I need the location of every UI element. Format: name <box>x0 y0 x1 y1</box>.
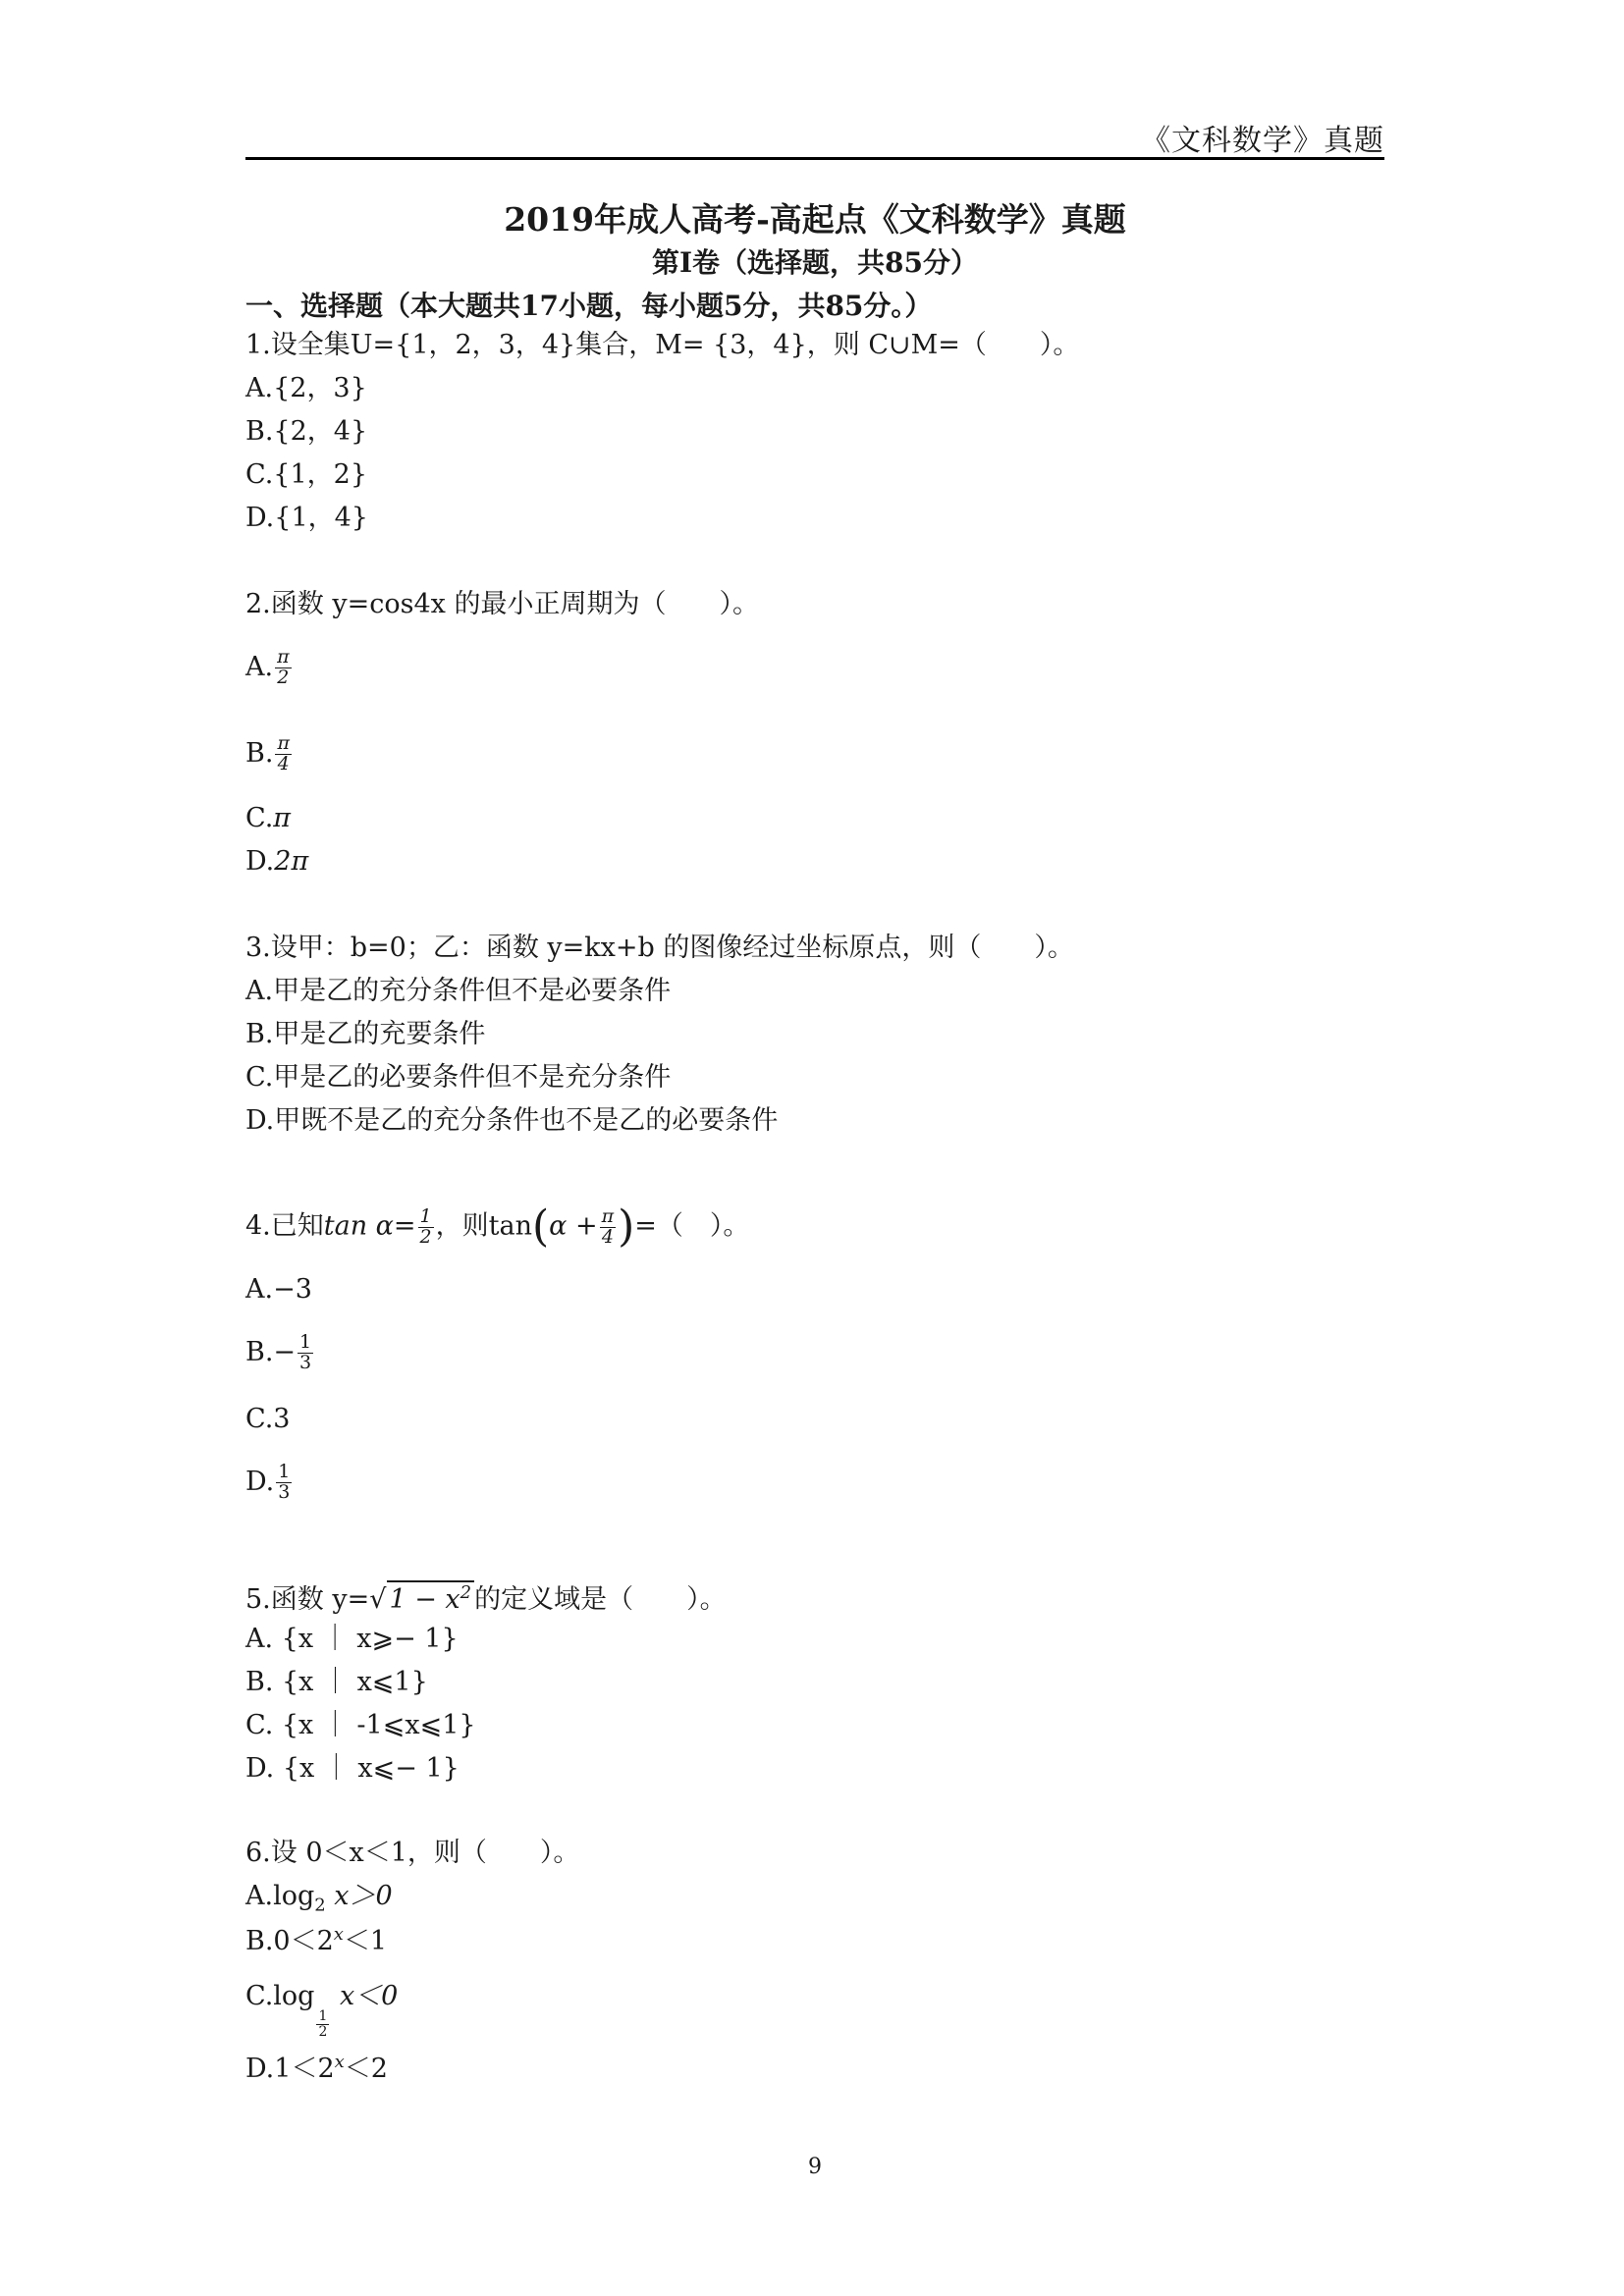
q6-option-d-exponent: x <box>334 2052 345 2072</box>
q4-option-d-fraction <box>276 1463 292 1503</box>
q5-stem <box>245 1580 727 1616</box>
q4-alpha-plus: α + <box>549 1210 598 1242</box>
q6-option-c-rest: x＜0 <box>331 1981 399 2011</box>
document-subtitle: 第Ⅰ卷（选择题，共85分） <box>651 246 979 279</box>
q6-stem: 6.设 0＜x＜1，则（ ）。 <box>245 1838 580 1868</box>
q2-option-c-label: C. <box>245 803 274 833</box>
q4-given-fraction <box>418 1204 434 1248</box>
q4-option-d-denominator: 3 <box>278 1480 291 1503</box>
q1-option-c: C.{1，2} <box>245 459 367 490</box>
q4-pi-over-4 <box>600 1204 617 1248</box>
q6-option-a <box>245 1881 393 1916</box>
q2-option-d <box>245 846 308 878</box>
q4-pi-numerator: π <box>601 1204 615 1227</box>
q4-option-d-label: D. <box>245 1466 275 1497</box>
q4-option-a: A.−3 <box>245 1274 312 1305</box>
q4-option-d <box>245 1463 294 1503</box>
document-page <box>245 0 1384 2296</box>
q3-option-c: C.甲是乙的必要条件但不是充分条件 <box>245 1062 672 1093</box>
q5-option-b: B. {x ｜ x⩽1} <box>245 1667 428 1697</box>
q1-stem: 1.设全集U={1，2，3，4}集合，M= {3，4}，则 C∪M=（ ）。 <box>245 330 1080 360</box>
q5-prefix: 5.函数 y= <box>245 1584 370 1615</box>
q2-option-b-label: B. <box>245 737 274 769</box>
q3-option-a: A.甲是乙的充分条件但不是必要条件 <box>245 976 672 1006</box>
q4-option-b-numerator: 1 <box>299 1331 312 1353</box>
q2-option-b-denominator: 4 <box>277 752 290 774</box>
page-header <box>245 108 1384 160</box>
q6-option-a-rest: x＞0 <box>325 1881 393 1911</box>
q4-tan: tan <box>488 1210 532 1242</box>
q4-option-b-label: B.− <box>245 1336 297 1367</box>
q6-option-c-prefix: C.log <box>245 1981 315 2011</box>
q2-option-a-denominator: 2 <box>277 666 290 688</box>
q2-option-c-value: π <box>273 803 292 833</box>
q6-option-d-prefix: D.1＜2 <box>245 2054 335 2084</box>
q2-option-b-numerator: π <box>277 732 290 754</box>
q5-radicand <box>387 1580 474 1616</box>
q4-right-paren: ) <box>618 1201 635 1252</box>
q5-radicand-text: 1 − x <box>389 1584 460 1615</box>
q6-option-c-base-denominator: 2 <box>318 2023 328 2040</box>
q4-stem <box>245 1201 750 1252</box>
q6-option-b-exponent: x <box>333 1924 344 1945</box>
q2-option-a <box>245 648 294 688</box>
q2-stem: 2.函数 y=cos4x 的最小正周期为（ ）。 <box>245 589 759 619</box>
q2-option-a-numerator: π <box>277 646 290 667</box>
q6-option-c <box>245 1981 398 2039</box>
q1-option-b: B.{2，4} <box>245 416 368 447</box>
section-heading: 一、选择题（本大题共17小题，每小题5分，共85分。） <box>245 290 933 322</box>
q4-given-denominator: 2 <box>419 1225 432 1248</box>
page-number: 9 <box>808 2155 822 2179</box>
q4-option-c: C.3 <box>245 1404 291 1434</box>
q4-option-b-fraction <box>298 1333 313 1373</box>
q3-option-b: B.甲是乙的充要条件 <box>245 1019 486 1049</box>
q2-option-a-label: A. <box>245 651 274 682</box>
q6-option-c-base-numerator: 1 <box>318 2008 328 2024</box>
q6-option-d-rest: ＜2 <box>344 2054 388 2084</box>
q2-option-b-fraction <box>275 734 292 774</box>
q2-option-b <box>245 734 294 774</box>
q2-option-a-fraction <box>275 648 292 688</box>
q6-option-b <box>245 1924 387 1957</box>
q4-suffix: =（ ）。 <box>634 1210 750 1242</box>
q6-option-a-base: 2 <box>314 1895 326 1916</box>
q4-pi-denominator: 4 <box>601 1225 614 1248</box>
q4-given-numerator: 1 <box>419 1204 432 1227</box>
q5-exponent: 2 <box>460 1582 472 1603</box>
q4-option-b-denominator: 3 <box>299 1351 312 1373</box>
q5-option-d: D. {x ｜ x⩽− 1} <box>245 1753 460 1784</box>
q3-stem: 3.设甲：b=0；乙：函数 y=kx+b 的图像经过坐标原点，则（ ）。 <box>245 933 1074 963</box>
q5-suffix: 的定义域是（ ）。 <box>474 1584 727 1615</box>
q4-tan-alpha: tan α= <box>323 1210 416 1242</box>
q1-option-d: D.{1，4} <box>245 503 368 533</box>
q6-option-b-rest: ＜1 <box>343 1926 388 1956</box>
q3-option-d: D.甲既不是乙的充分条件也不是乙的必要条件 <box>245 1105 779 1136</box>
sqrt-icon: √ <box>369 1584 387 1615</box>
q4-option-b <box>245 1333 315 1373</box>
document-title: 2019年成人高考-高起点《文科数学》真题 <box>504 200 1126 239</box>
q6-option-a-prefix: A.log <box>245 1881 315 1911</box>
q2-option-d-label: D. <box>245 846 275 877</box>
q6-option-d <box>245 2052 388 2085</box>
q4-option-d-numerator: 1 <box>278 1461 291 1482</box>
header-title: 《文科数学》真题 <box>1141 124 1384 158</box>
q5-option-a: A. {x ｜ x⩾− 1} <box>245 1624 459 1654</box>
q2-option-c <box>245 803 291 834</box>
q5-option-c: C. {x ｜ -1⩽x⩽1} <box>245 1710 476 1740</box>
q1-option-a: A.{2，3} <box>245 373 367 403</box>
q4-prefix: 4.已知 <box>245 1210 324 1242</box>
q4-left-paren: ( <box>531 1201 550 1252</box>
q6-option-c-base-fraction <box>316 2009 329 2039</box>
q4-mid: ，则 <box>435 1210 489 1242</box>
q6-option-b-prefix: B.0＜2 <box>245 1926 334 1956</box>
q2-option-d-value: 2π <box>274 846 309 877</box>
